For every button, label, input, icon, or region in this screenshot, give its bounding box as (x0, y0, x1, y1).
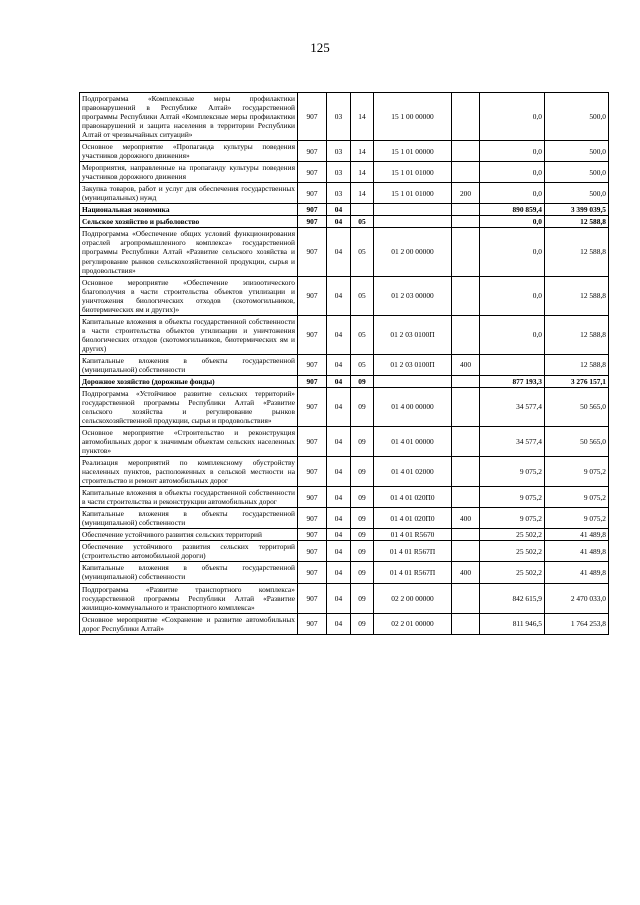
row-target-article: 01 2 03 0100П (374, 315, 452, 354)
row-target-article: 01 4 01 R5670 (374, 529, 452, 541)
row-subsection-code: 05 (351, 315, 374, 354)
budget-table (79, 92, 609, 635)
row-section-code: 03 (327, 93, 351, 141)
row-subsection-code: 09 (351, 583, 374, 613)
row-sum-year-2: 9 075,2 (545, 457, 609, 487)
row-sum-year-2: 3 276 157,1 (545, 375, 609, 387)
row-sum-year-1: 890 859,4 (480, 204, 545, 216)
row-expense-type (452, 276, 480, 315)
row-ministry-code: 907 (298, 276, 327, 315)
row-expense-type (452, 228, 480, 276)
row-subsection-code: 14 (351, 93, 374, 141)
row-sum-year-1 (480, 354, 545, 375)
row-expense-type (452, 162, 480, 183)
row-expense-type (452, 529, 480, 541)
table-row (80, 93, 609, 141)
row-sum-year-2: 12 588,8 (545, 276, 609, 315)
row-target-article: 01 4 01 R567П (374, 541, 452, 562)
row-sum-year-1: 0,0 (480, 276, 545, 315)
table-row (80, 354, 609, 375)
table-row (80, 183, 609, 204)
row-sum-year-2: 50 565,0 (545, 427, 609, 457)
table-row (80, 141, 609, 162)
row-sum-year-2: 41 489,8 (545, 541, 609, 562)
row-sum-year-1: 877 193,3 (480, 375, 545, 387)
row-sum-year-2: 500,0 (545, 162, 609, 183)
table-row (80, 562, 609, 583)
row-subsection-code: 14 (351, 141, 374, 162)
row-name: Подпрограмма «Развитие транспортного комплекса» государственной программы Республики Алтай «Развитие жилищно-коммунального и транспортного комплекса» (80, 583, 298, 613)
row-subsection-code: 09 (351, 487, 374, 508)
table-row (80, 387, 609, 426)
row-section-code: 04 (327, 457, 351, 487)
row-ministry-code: 907 (298, 93, 327, 141)
row-section-code: 04 (327, 315, 351, 354)
table-row (80, 613, 609, 634)
table-row (80, 204, 609, 216)
table-row (80, 541, 609, 562)
row-section-code: 04 (327, 375, 351, 387)
row-name: Капитальные вложения в объекты государственной (муниципальной) собственности (80, 562, 298, 583)
row-ministry-code: 907 (298, 204, 327, 216)
row-name: Мероприятия, направленные на пропаганду культуры поведения участников дорожного движения (80, 162, 298, 183)
row-section-code: 04 (327, 562, 351, 583)
row-target-article: 01 4 01 020П0 (374, 508, 452, 529)
row-name: Основное мероприятие «Сохранение и развитие автомобильных дорог Республики Алтай» (80, 613, 298, 634)
row-ministry-code: 907 (298, 315, 327, 354)
row-target-article: 01 2 03 0100П (374, 354, 452, 375)
row-name: Обеспечение устойчивого развития сельских территорий (80, 529, 298, 541)
row-subsection-code: 09 (351, 387, 374, 426)
row-name: Капитальные вложения в объекты государственной (муниципальной) собственности (80, 354, 298, 375)
row-ministry-code: 907 (298, 457, 327, 487)
row-expense-type (452, 613, 480, 634)
table-row (80, 375, 609, 387)
row-section-code: 04 (327, 613, 351, 634)
row-subsection-code: 14 (351, 162, 374, 183)
row-ministry-code: 907 (298, 613, 327, 634)
row-name: Капитальные вложения в объекты государственной собственности в части строительства объектов утилизации и уничтожения биологических отходов (скотомогильников, биотермических ям и других) (80, 315, 298, 354)
row-sum-year-2: 3 399 039,5 (545, 204, 609, 216)
row-ministry-code: 907 (298, 375, 327, 387)
row-name: Национальная экономика (80, 204, 298, 216)
row-subsection-code: 05 (351, 276, 374, 315)
row-sum-year-2: 500,0 (545, 183, 609, 204)
row-sum-year-1: 0,0 (480, 93, 545, 141)
row-expense-type (452, 315, 480, 354)
row-section-code: 04 (327, 228, 351, 276)
row-subsection-code: 09 (351, 375, 374, 387)
row-target-article (374, 375, 452, 387)
row-sum-year-1: 34 577,4 (480, 427, 545, 457)
row-expense-type: 400 (452, 562, 480, 583)
row-sum-year-1: 0,0 (480, 141, 545, 162)
row-name: Подпрограмма «Устойчивое развитие сельских территорий» государственной программы Республики Алтай «Развитие сельского хозяйства и регулирование рынков сельскохозяйственной продукции, сырья и продовольствия» (80, 387, 298, 426)
row-target-article: 15 1 01 01000 (374, 183, 452, 204)
row-expense-type (452, 141, 480, 162)
row-sum-year-1: 25 502,2 (480, 529, 545, 541)
row-name: Обеспечение устойчивого развития сельских территорий (строительство автомобильной дороги) (80, 541, 298, 562)
table-row (80, 508, 609, 529)
row-section-code: 04 (327, 276, 351, 315)
row-target-article: 01 4 01 020П0 (374, 487, 452, 508)
row-target-article: 15 1 00 00000 (374, 93, 452, 141)
row-sum-year-1: 9 075,2 (480, 457, 545, 487)
row-sum-year-1: 0,0 (480, 216, 545, 228)
row-section-code: 03 (327, 183, 351, 204)
row-section-code: 04 (327, 216, 351, 228)
row-expense-type (452, 457, 480, 487)
table-row (80, 276, 609, 315)
row-target-article: 15 1 01 01000 (374, 162, 452, 183)
table-row (80, 487, 609, 508)
row-sum-year-2: 9 075,2 (545, 508, 609, 529)
row-name: Подпрограмма «Комплексные меры профилактики правонарушений в Республике Алтай» государственной программы Республики Алтай «Комплексные меры профилактики правонарушений и защита населения в территории Республики Алтай от чрезвычайных ситуаций» (80, 93, 298, 141)
row-expense-type (452, 216, 480, 228)
row-sum-year-1: 842 615,9 (480, 583, 545, 613)
row-sum-year-1: 25 502,2 (480, 562, 545, 583)
row-subsection-code: 09 (351, 508, 374, 529)
table-row (80, 529, 609, 541)
row-ministry-code: 907 (298, 162, 327, 183)
table-row (80, 427, 609, 457)
row-sum-year-2: 12 588,8 (545, 354, 609, 375)
row-expense-type (452, 93, 480, 141)
row-sum-year-1: 0,0 (480, 183, 545, 204)
row-expense-type (452, 541, 480, 562)
row-subsection-code: 09 (351, 613, 374, 634)
row-subsection-code: 09 (351, 427, 374, 457)
row-section-code: 04 (327, 354, 351, 375)
row-subsection-code: 05 (351, 216, 374, 228)
row-sum-year-1: 9 075,2 (480, 508, 545, 529)
row-target-article: 15 1 01 00000 (374, 141, 452, 162)
row-ministry-code: 907 (298, 141, 327, 162)
row-sum-year-2: 2 470 033,0 (545, 583, 609, 613)
row-sum-year-1: 811 946,5 (480, 613, 545, 634)
row-name: Дорожное хозяйство (дорожные фонды) (80, 375, 298, 387)
row-expense-type (452, 487, 480, 508)
row-name: Сельское хозяйство и рыболовство (80, 216, 298, 228)
row-sum-year-2: 1 764 253,8 (545, 613, 609, 634)
row-name: Подпрограмма «Обеспечение общих условий функционирования отраслей агропромышленного комплекса» государственной программы Республики Алтай «Развитие сельского хозяйства и регулирование рынков сельскохозяйственной продукции, сырья и продовольствия» (80, 228, 298, 276)
row-sum-year-2: 12 588,8 (545, 228, 609, 276)
row-section-code: 04 (327, 529, 351, 541)
row-name: Основное мероприятие «Обеспечение эпизоотического благополучия в части строительства объектов утилизации и уничтожения биологических отходов (скотомогильников, биотермических ям и других)» (80, 276, 298, 315)
row-name: Основное мероприятие «Строительство и реконструкция автомобильных дорог к значимым объектам сельских населенных пунктов» (80, 427, 298, 457)
row-section-code: 04 (327, 583, 351, 613)
table-row (80, 457, 609, 487)
row-expense-type: 400 (452, 508, 480, 529)
page-number: 125 (310, 40, 330, 55)
row-section-code: 03 (327, 162, 351, 183)
row-sum-year-2: 41 489,8 (545, 529, 609, 541)
row-sum-year-2: 9 075,2 (545, 487, 609, 508)
table-row (80, 315, 609, 354)
row-subsection-code: 09 (351, 541, 374, 562)
row-section-code: 04 (327, 387, 351, 426)
row-target-article: 01 2 00 00000 (374, 228, 452, 276)
row-sum-year-1: 25 502,2 (480, 541, 545, 562)
table-row (80, 583, 609, 613)
row-expense-type (452, 427, 480, 457)
row-section-code: 04 (327, 541, 351, 562)
table-row (80, 216, 609, 228)
row-subsection-code: 09 (351, 562, 374, 583)
row-target-article: 02 2 01 00000 (374, 613, 452, 634)
row-subsection-code: 05 (351, 228, 374, 276)
budget-rows (80, 93, 609, 635)
row-name: Капитальные вложения в объекты государственной собственности в части строительства и реконструкции автомобильных дорог (80, 487, 298, 508)
row-ministry-code: 907 (298, 183, 327, 204)
row-target-article (374, 216, 452, 228)
row-sum-year-2: 50 565,0 (545, 387, 609, 426)
row-section-code: 04 (327, 508, 351, 529)
row-target-article: 02 2 00 00000 (374, 583, 452, 613)
row-sum-year-1: 9 075,2 (480, 487, 545, 508)
row-name: Реализация мероприятий по комплексному обустройству населенных пунктов, расположенных в сельской местности на строительство и ремонт автомобильных дорог (80, 457, 298, 487)
row-ministry-code: 907 (298, 541, 327, 562)
row-section-code: 03 (327, 141, 351, 162)
row-target-article: 01 2 03 00000 (374, 276, 452, 315)
row-target-article (374, 204, 452, 216)
row-expense-type (452, 375, 480, 387)
row-ministry-code: 907 (298, 387, 327, 426)
row-ministry-code: 907 (298, 216, 327, 228)
row-expense-type (452, 583, 480, 613)
row-section-code: 04 (327, 427, 351, 457)
row-expense-type (452, 387, 480, 426)
row-expense-type: 200 (452, 183, 480, 204)
row-section-code: 04 (327, 204, 351, 216)
table-row (80, 162, 609, 183)
row-sum-year-2: 500,0 (545, 141, 609, 162)
row-ministry-code: 907 (298, 228, 327, 276)
row-name: Закупка товаров, работ и услуг для обеспечения государственных (муниципальных) нужд (80, 183, 298, 204)
row-ministry-code: 907 (298, 354, 327, 375)
row-expense-type: 400 (452, 354, 480, 375)
row-subsection-code: 14 (351, 183, 374, 204)
row-target-article: 01 4 01 00000 (374, 427, 452, 457)
row-target-article: 01 4 00 00000 (374, 387, 452, 426)
row-section-code: 04 (327, 487, 351, 508)
row-target-article: 01 4 01 R567П (374, 562, 452, 583)
row-sum-year-2: 12 588,8 (545, 216, 609, 228)
row-sum-year-1: 0,0 (480, 315, 545, 354)
row-name: Капитальные вложения в объекты государственной (муниципальной) собственности (80, 508, 298, 529)
row-sum-year-1: 34 577,4 (480, 387, 545, 426)
row-ministry-code: 907 (298, 427, 327, 457)
row-ministry-code: 907 (298, 562, 327, 583)
row-ministry-code: 907 (298, 508, 327, 529)
row-subsection-code: 09 (351, 457, 374, 487)
row-sum-year-2: 500,0 (545, 93, 609, 141)
row-sum-year-1: 0,0 (480, 228, 545, 276)
row-expense-type (452, 204, 480, 216)
row-target-article: 01 4 01 02000 (374, 457, 452, 487)
row-subsection-code: 09 (351, 529, 374, 541)
row-name: Основное мероприятие «Пропаганда культуры поведения участников дорожного движения» (80, 141, 298, 162)
row-subsection-code (351, 204, 374, 216)
row-subsection-code: 05 (351, 354, 374, 375)
row-ministry-code: 907 (298, 529, 327, 541)
row-sum-year-1: 0,0 (480, 162, 545, 183)
row-sum-year-2: 12 588,8 (545, 315, 609, 354)
row-ministry-code: 907 (298, 583, 327, 613)
row-sum-year-2: 41 489,8 (545, 562, 609, 583)
table-row (80, 228, 609, 276)
row-ministry-code: 907 (298, 487, 327, 508)
